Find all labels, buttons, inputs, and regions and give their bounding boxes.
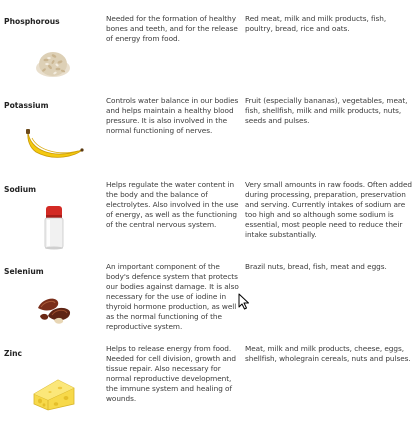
nutrient-row-selenium bbox=[0, 258, 417, 340]
oats-image bbox=[34, 46, 72, 80]
nutrient-function: Controls water balance in our bodies and helps maintain a healthy blood pressure. It is also involved in the normal functioning of nerves. bbox=[106, 96, 239, 135]
nutrient-name: Selenium bbox=[4, 267, 44, 276]
nutrient-function: An important component of the body's defence system that protects our bodies against damage. It is also necessary for the use of iodine in thyroid hormone production, as well as the normal functioning of the reproductive system. bbox=[106, 262, 239, 331]
nutrient-row-sodium bbox=[0, 174, 417, 258]
nutrient-sources: Brazil nuts, bread, fish, meat and eggs. bbox=[245, 262, 387, 271]
nutrient-row-zinc bbox=[0, 340, 417, 425]
nutrient-name: Phosphorous bbox=[4, 17, 60, 26]
nutrient-sources: Very small amounts in raw foods. Often added during processing, preparation, preservation and serving. Currently intakes of sodium are too high and so although some sodium is essential, most people need to reduce their intake substantially. bbox=[245, 180, 413, 239]
nutrient-name: Zinc bbox=[4, 349, 23, 358]
nutrient-name: Potassium bbox=[4, 101, 49, 110]
nutrient-function: Helps to release energy from food. Needed for cell division, growth and tissue repair. Also necessary for normal reproductive development, the immune system and healing of wounds. bbox=[106, 344, 236, 403]
banana-image bbox=[24, 128, 86, 162]
cheese-image bbox=[30, 374, 76, 412]
nutrient-sources: Fruit (especially bananas), vegetables, meat, fish, shellfish, milk and milk products, nuts, seeds and pulses. bbox=[245, 96, 408, 125]
nutrient-function: Needed for the formation of healthy bones and teeth, and for the release of energy from food. bbox=[106, 14, 238, 43]
nutrient-function: Helps regulate the water content in the body and the balance of electrolytes. Also involved in the use of energy, as well as the functioning of the central nervous system. bbox=[106, 180, 239, 229]
nutrient-name: Sodium bbox=[4, 185, 37, 194]
nutrient-sources: Red meat, milk and milk products, fish, poultry, bread, rice and oats. bbox=[245, 14, 387, 33]
nutrient-row-potassium bbox=[0, 88, 417, 174]
nutrient-row-phosphorous bbox=[0, 8, 417, 88]
brazil-nuts-image bbox=[34, 294, 74, 328]
mouse-pointer-icon bbox=[238, 293, 250, 310]
salt-shaker-image bbox=[42, 204, 66, 250]
nutrient-sources: Meat, milk and milk products, cheese, eggs, shellfish, wholegrain cereals, nuts and pulses. bbox=[245, 344, 411, 363]
